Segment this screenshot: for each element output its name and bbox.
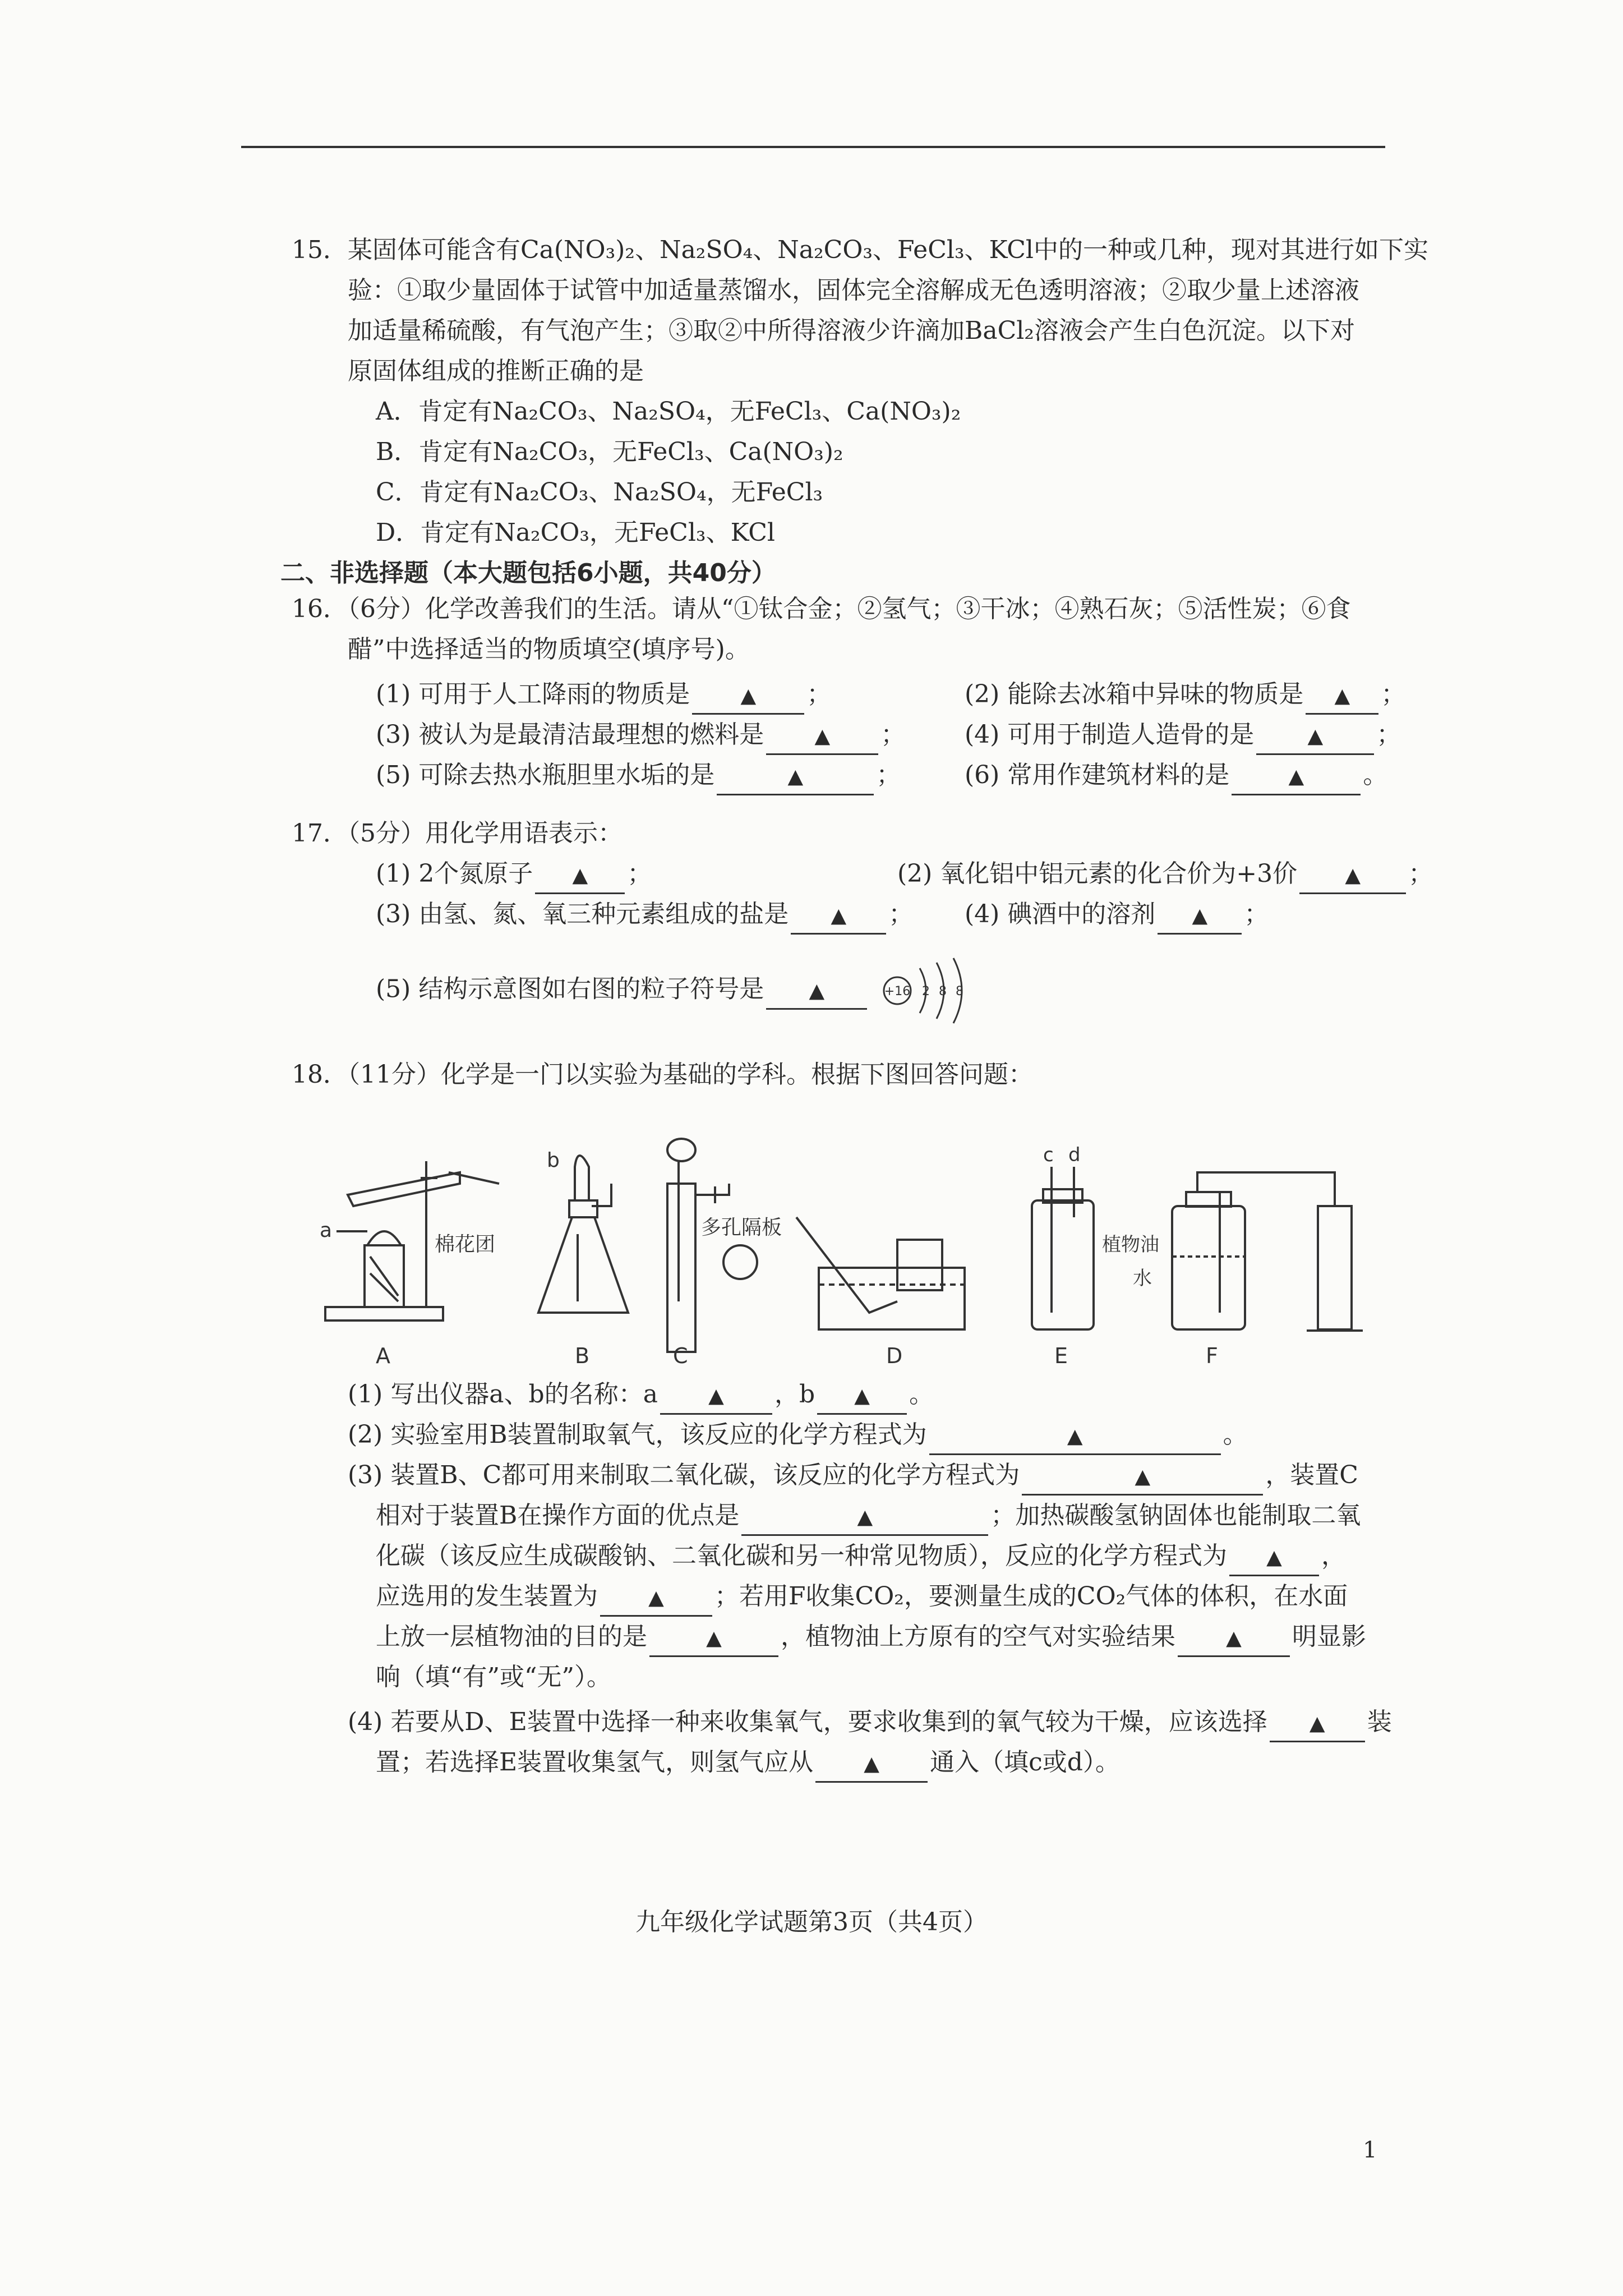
apparatus-f: [1102, 1172, 1363, 1368]
q15-option-d: D．肯定有Na₂CO₃，无FeCl₃、KCl: [376, 518, 775, 547]
label-porous-plate: 多孔隔板: [701, 1216, 782, 1239]
answer-blank[interactable]: ▲: [535, 857, 625, 894]
q18-title: 18．（11分）化学是一门以实验为基础的学科。根据下图回答问题：: [292, 1060, 1033, 1089]
question-18-parts: [292, 1374, 1441, 1783]
q15-option-c: C．肯定有Na₂CO₃、Na₂SO₄，无FeCl₃: [376, 478, 823, 507]
answer-blank[interactable]: ▲: [766, 973, 867, 1010]
apparatus-a: [320, 1161, 499, 1368]
q18-part-1: (1) 写出仪器a、b的名称：a ▲ ，b ▲ 。: [292, 1374, 1441, 1415]
answer-blank[interactable]: ▲: [1270, 1705, 1365, 1742]
answer-blank[interactable]: ▲: [649, 1620, 778, 1657]
q16-line-1: 16．（6分）化学改善我们的生活。请从“①钛合金；②氢气；③干冰；④熟石灰；⑤活性炭；⑥食: [292, 595, 1351, 623]
q15-line-4: 原固体组成的推断正确的是: [348, 357, 644, 385]
q17-row-1: (1) 2个氮原子 ▲ ； (2) 氧化铝中铝元素的化合价为+3价 ▲ ；: [292, 854, 1441, 894]
answer-blank[interactable]: ▲: [741, 1499, 988, 1536]
question-15: [280, 230, 1441, 593]
q17-item-4: (4) 碘酒中的溶剂: [965, 900, 1156, 928]
shell-1-electrons: 2: [922, 984, 930, 999]
label-a: a: [320, 1219, 333, 1242]
q18-part-3-line-6: 响（填“有”或“无”）。: [376, 1663, 611, 1691]
q17-row-3: [292, 957, 1441, 1024]
apparatus-d: [796, 1217, 965, 1368]
label-D: D: [886, 1343, 903, 1368]
header-rule: [241, 146, 1385, 148]
q16-row-1: (1) 可用于人工降雨的物质是 ▲ ； (2) 能除去冰箱中异味的物质是 ▲ ；: [292, 674, 1441, 715]
page-footer: 九年级化学试题第3页（共4页）: [635, 1908, 988, 1936]
answer-blank[interactable]: ▲: [1256, 718, 1374, 755]
answer-blank[interactable]: ▲: [817, 1378, 907, 1415]
atom-structure-diagram: [880, 957, 976, 1024]
question-18: [292, 1055, 1441, 1095]
answer-blank[interactable]: ▲: [766, 718, 878, 755]
q15-line-3: 加适量稀硫酸，有气泡产生；③取②中所得溶液少许滴加BaCl₂溶液会产生白色沉淀。以下对: [348, 316, 1355, 345]
q18-part-3-line-4: 应选用的发生装置为 ▲ ；若用F收集CO₂，要测量生成的CO₂气体的体积，在水面: [292, 1576, 1441, 1617]
question-17: [292, 813, 1441, 1024]
apparatus-figure: [314, 1133, 1413, 1380]
apparatus-b: [538, 1149, 628, 1368]
q15-option-a: A．肯定有Na₂CO₃、Na₂SO₄，无FeCl₃、Ca(NO₃)₂: [376, 397, 961, 426]
label-c: c: [1043, 1144, 1054, 1166]
shell-2-electrons: 8: [939, 984, 947, 999]
label-C: C: [673, 1343, 688, 1368]
q18-part-4-line-2: 置；若选择E装置收集氢气，则氢气应从 ▲ 通入（填c或d）。: [292, 1742, 1441, 1783]
nucleus-charge: +16: [884, 984, 911, 999]
question-16: [292, 589, 1441, 795]
label-water: 水: [1133, 1267, 1152, 1290]
answer-blank[interactable]: ▲: [1306, 678, 1378, 715]
page-number: 1: [1363, 2137, 1377, 2163]
shell-3-electrons: 8: [956, 984, 964, 999]
answer-blank[interactable]: ▲: [1232, 758, 1361, 795]
answer-blank[interactable]: ▲: [1229, 1539, 1319, 1576]
q17-item-1: (1) 2个氮原子: [376, 859, 533, 888]
q17-item-3: (3) 由氢、氮、氧三种元素组成的盐是: [376, 900, 789, 928]
q18-part-3-line-3: 化碳（该反应生成碳酸钠、二氧化碳和另一种常见物质），反应的化学方程式为 ▲ ，: [292, 1536, 1441, 1576]
q17-title: 17．（5分）用化学用语表示：: [292, 819, 623, 848]
label-d: d: [1068, 1144, 1081, 1166]
answer-blank[interactable]: ▲: [791, 898, 886, 935]
q15-line-1: 15．某固体可能含有Ca(NO₃)₂、Na₂SO₄、Na₂CO₃、FeCl₃、KCl中的一种或几种，现对其进行如下实: [292, 236, 1429, 264]
q16-row-3: (5) 可除去热水瓶胆里水垢的是 ▲ ； (6) 常用作建筑材料的是 ▲ 。: [292, 755, 1441, 795]
answer-blank[interactable]: ▲: [600, 1580, 712, 1617]
q18-part-4-line-1: (4) 若要从D、E装置中选择一种来收集氧气，要求收集到的氧气较为干燥，应该选择 ▲ 装: [292, 1702, 1441, 1742]
q17-row-2: (3) 由氢、氮、氧三种元素组成的盐是 ▲ ； (4) 碘酒中的溶剂 ▲ ；: [292, 894, 1441, 935]
q16-item-3: (3) 被认为是最清洁最理想的燃料是: [376, 720, 764, 749]
label-b: b: [547, 1149, 560, 1172]
q17-item-5: (5) 结构示意图如右图的粒子符号是: [376, 974, 764, 1004]
q16-item-5: (5) 可除去热水瓶胆里水垢的是: [376, 761, 715, 789]
q17-item-2: (2) 氧化铝中铝元素的化合价为+3价: [897, 859, 1298, 888]
label-oil: 植物油: [1102, 1234, 1159, 1256]
answer-blank[interactable]: ▲: [717, 758, 874, 795]
label-F: F: [1206, 1343, 1218, 1368]
apparatus-c: [667, 1139, 782, 1368]
q16-row-2: (3) 被认为是最清洁最理想的燃料是 ▲ ； (4) 可用于制造人造骨的是 ▲ ；: [292, 715, 1441, 755]
q18-part-2: (2) 实验室用B装置制取氧气，该反应的化学方程式为 ▲ 。: [292, 1415, 1441, 1455]
answer-blank[interactable]: ▲: [692, 678, 804, 715]
apparatus-e: [1032, 1144, 1094, 1368]
answer-blank[interactable]: ▲: [660, 1378, 772, 1415]
q16-line-2: 醋”中选择适当的物质填空(填序号)。: [348, 635, 750, 664]
answer-blank[interactable]: ▲: [1022, 1458, 1263, 1496]
answer-blank[interactable]: ▲: [815, 1746, 928, 1783]
answer-blank[interactable]: ▲: [1299, 857, 1406, 894]
q15-option-b: B．肯定有Na₂CO₃，无FeCl₃、Ca(NO₃)₂: [376, 438, 843, 466]
label-B: B: [575, 1343, 590, 1368]
section-heading: 二、非选择题（本大题包括6小题，共40分）: [280, 559, 776, 587]
q18-part-3-line-1: (3) 装置B、C都可用来制取二氧化碳，该反应的化学方程式为 ▲ ，装置C: [292, 1455, 1441, 1496]
label-A: A: [376, 1343, 390, 1368]
label-cotton: 棉花团: [435, 1233, 496, 1256]
q16-item-4: (4) 可用于制造人造骨的是: [965, 720, 1255, 749]
label-E: E: [1054, 1343, 1068, 1368]
answer-blank[interactable]: ▲: [1158, 898, 1242, 935]
q15-line-2: 验：①取少量固体于试管中加适量蒸馏水，固体完全溶解成无色透明溶液；②取少量上述溶液: [348, 276, 1359, 305]
q16-item-1: (1) 可用于人工降雨的物质是: [376, 680, 690, 708]
answer-blank[interactable]: ▲: [929, 1418, 1221, 1455]
answer-blank[interactable]: ▲: [1178, 1620, 1290, 1657]
q18-part-3-line-5: 上放一层植物油的目的是 ▲ ，植物油上方原有的空气对实验结果 ▲ 明显影: [292, 1617, 1441, 1657]
q18-part-3-line-2: 相对于装置B在操作方面的优点是 ▲ ；加热碳酸氢钠固体也能制取二氧: [292, 1496, 1441, 1536]
q16-item-6: (6) 常用作建筑材料的是: [965, 761, 1230, 789]
q16-item-2: (2) 能除去冰箱中异味的物质是: [965, 680, 1304, 708]
